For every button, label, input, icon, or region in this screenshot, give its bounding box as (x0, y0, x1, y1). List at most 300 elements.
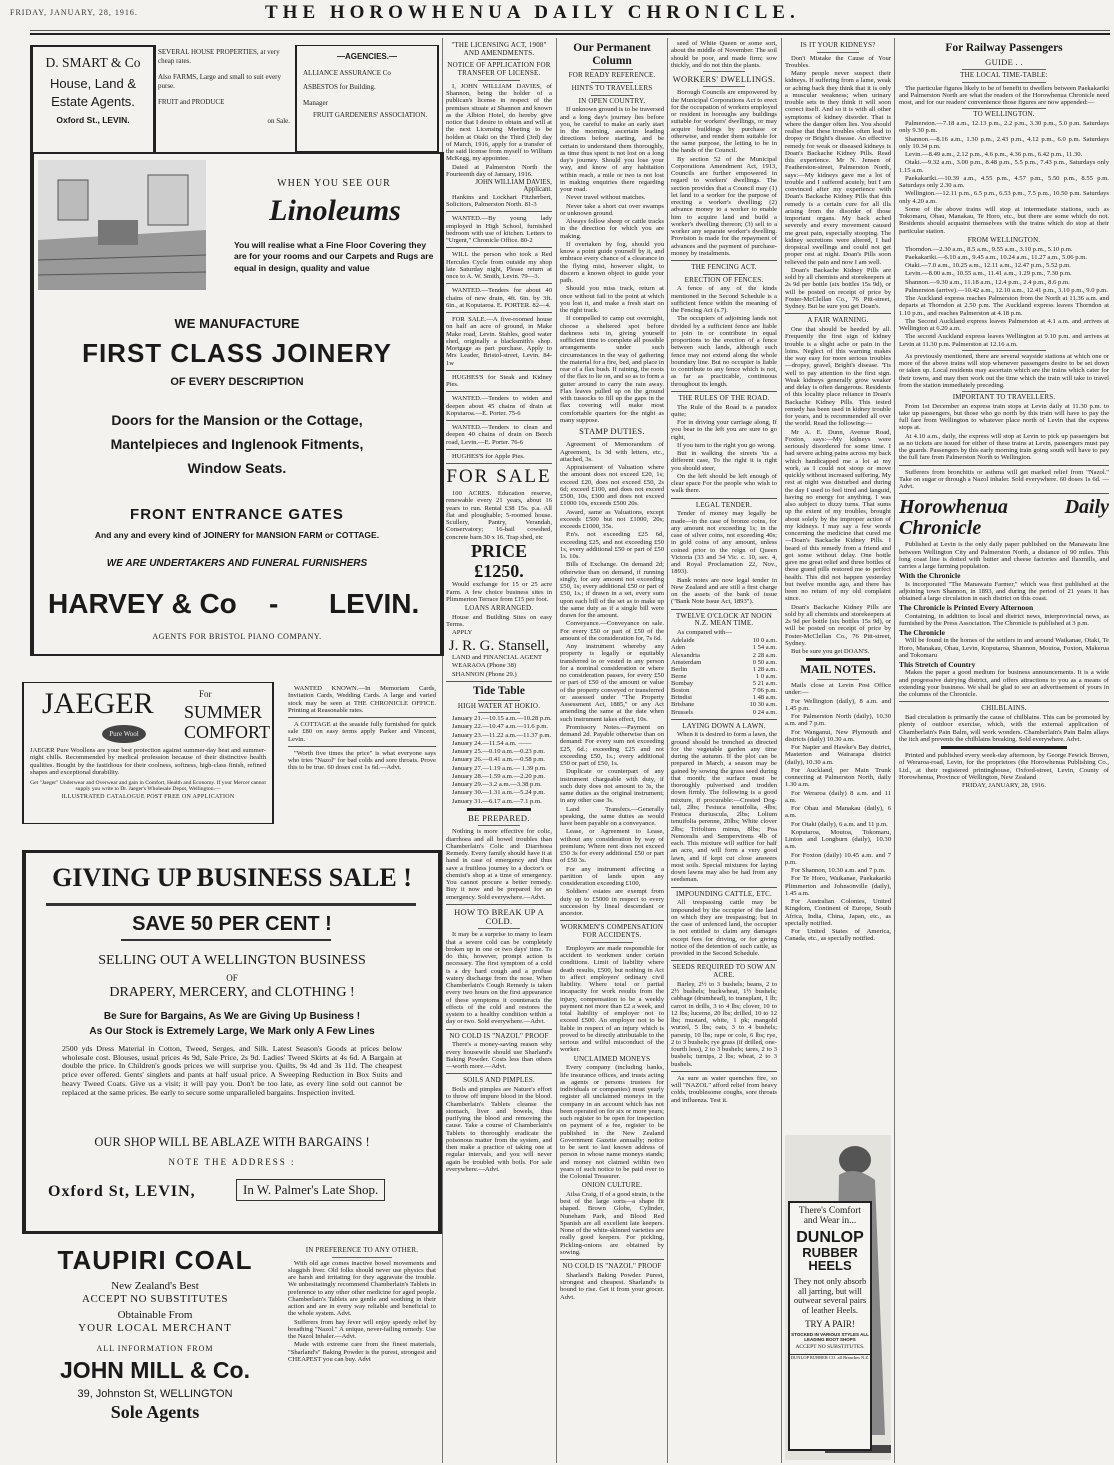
sale-details: 2500 yds Dress Material in Cotton, Tweed, Serges, and Silk. Latest Season's Goods at prices below wholesale cost. Blouses, usual prices 4s 9d, Sale Price, 2s 9d. Ladies' Tweed Skirts at 4s 6d. A Bargain at double the price. In Children's goods prices we will surprise you. Quilts, 9s 4d and 3s 11d. The cheapest price ever offered. Gents' singlets and pants at half usual price. A Sweeping Reduction in Box Suits and heavy Tweed Coats. Give us a visit; it will pay you. Don't be too late, as every line sold out cannot be replaced at the same prices. Be early to secure some unparalleled bargains. Inspection invited. (62, 1044, 402, 1097)
text-line: JOHN WILLIAM DAVIES, Applicant. (475, 179, 552, 194)
linoleum-blurb: You will realise what a Fine Floor Covering they are for your rooms and our Carpets and Rugs are equal in design, quality and value (234, 240, 434, 273)
divider (703, 274, 745, 275)
agency-alliance: ALLIANCE ASSURANCE Co (303, 69, 391, 77)
text-line: J. R. G. Stansell, (448, 637, 550, 654)
text-line: Horowhenua Daily Chronicle (899, 496, 1109, 540)
agency-fruit: FRUIT GARDENERS' ASSOCIATION. (313, 111, 428, 119)
local-time: 5 21 a.m. (752, 680, 777, 688)
paragraph: Koputaroa, Moutoa, Tokomaru, Linton and Longburn (daily), 10.30 a.m. (785, 828, 891, 851)
save-fifty-heading: SAVE 50 PER CENT ! (132, 913, 332, 935)
local-time: 0 24 a.m. (752, 708, 777, 716)
section-heading: THE FENCING ACT. (691, 263, 757, 272)
paragraph: SHANNON (Phone 29.) (452, 670, 517, 678)
divider (478, 825, 520, 826)
coal-accept: ACCEPT NO SUBSTITUTES (82, 1293, 228, 1305)
paragraph: All trespassing cattle may be impounded by the occupier of the land on which they are trespassing; but in the case of unfenced land, the occupier is not entitled to claim any damages except fees for driving, or for giving notice of the detention of such cattle, as provided in the Second Schedule. (671, 899, 777, 958)
john-mill-firm: JOHN MILL & Co. (60, 1357, 250, 1383)
jaeger-comfort: COMFORT (184, 722, 270, 742)
window-seats-line: Window Seats. (187, 460, 287, 476)
text-line: FRIDAY, JANUARY, 28, 1916. (962, 782, 1046, 790)
masthead-divider (30, 30, 1110, 35)
paragraph: If overtaken by fog, should you know a point guide yourself by it, and embrace every chance of a clearance in the flying mist, however slight, to discern a known object to guide your path. (560, 240, 664, 285)
paragraph: APPLY (452, 629, 473, 637)
place-name: Aden (671, 644, 686, 652)
paragraph: 100 ACRES. Education reserve, renewable every 21 years, about 16 years to run. Rental £38 15s. p.a. All flat and ploughable; 5-roomed house. Scullery, Pantry, Verandah, Conservatory; 16-bail cowshed, concrete barn 30 x 16. Trap shed, etc (446, 490, 552, 541)
sale-title: GIVING UP BUSINESS SALE ! (52, 863, 412, 892)
paragraph: At 4.10 a.m., daily, the express will stop at Levin to pick up passengers but as no tickets are issued for either of these trains at Levin, passengers must pay the guards. Passengers by this early morning train going south will have to pay the full fare from Palmerston North to Wellington. (899, 432, 1109, 462)
divider (478, 700, 520, 701)
paragraph: "Worth five times the price" is what everyone says who tries "Nazol" for bad colds and sore throats. Prove this to be true. 60 doses cost 1s 6d.—Advt. (288, 749, 436, 772)
bargains-line: Be Sure for Bargains, As We are Giving Up Business ! (103, 1011, 361, 1022)
paragraph: For United States of America, Canada, etc., as specially notified. (785, 928, 891, 943)
selling-out-line: SELLING OUT A WELLINGTON BUSINESS (98, 953, 366, 968)
smart-name: D. SMART & Co (45, 55, 141, 70)
paragraph: Palmerston (arrive).—10.42 a.m., 12.10 a.m., 12.41 p.m., 3.10 p.m., 9.0 p.m. (905, 286, 1108, 294)
section-heading: WORKMEN'S COMPENSATION FOR ACCIDENTS. (560, 923, 664, 940)
section-heading: FOR READY REFERENCE. (568, 71, 656, 80)
place-name: Berlin (671, 665, 688, 673)
section-heading: BE PREPARED. (468, 812, 530, 823)
section-heading: Our Permanent Column (573, 42, 651, 67)
paragraph: For in driving your carriage along, If you bear to the left you are sure to go right, (671, 419, 777, 441)
paragraph: Is incorporated "The Manawatu Farmer," which was first published at the adjoining town Shannon, in 1893, and during the period of 21 years it has obtained a large circulation in each district on this coast. (899, 580, 1109, 603)
section-heading: LAYING DOWN A LAWN. (682, 721, 766, 730)
undertakers-line: WE ARE UNDERTAKERS AND FUNERAL FURNISHERS (106, 558, 368, 569)
column-divider (667, 38, 668, 1463)
section-heading: ERECTION OF FENCES. (684, 275, 764, 284)
divider (941, 746, 1067, 749)
section-heading: This Stretch of Country (899, 660, 976, 670)
linoleum-lead: WHEN YOU SEE OUR (277, 178, 391, 189)
paragraph: January 21.—10.15 a.m.—10.28 p.m. (452, 715, 552, 723)
paragraph: If unknown ground is to be traversed and a long day's journey lies before you, be careful to make an early start in the morning, ascertain leading directions before starting, and be certain to understand them thoroughly, as time thus spent is not lost on a long day's journey. Should you lose your way, and know of any habitation within reach, a mile or two is not lost in making enquiries there regarding your road. (560, 106, 664, 194)
divider (591, 69, 633, 70)
taupiri-coal-ad (30, 1245, 280, 1460)
section-heading: NO COLD IS "NAZOL" PROOF (562, 1262, 662, 1271)
paragraph: Levin.—8.49 a.m., 2.12 p.m., 4.6 p.m., 4.36 p.m., 6.42 p.m., 11.30. (905, 151, 1083, 159)
produce-text: FRUIT and PRODUCE (158, 98, 225, 107)
divider (591, 942, 633, 943)
paragraph: Hankins and Lockhart Fitzherbert, Solicitors, Palmerston North. 81-3 (446, 193, 552, 209)
divider (671, 960, 777, 961)
section-heading: SOILS AND PIMPLES. (463, 1076, 535, 1085)
jaeger-body: JAEGER Pure Woollens are your best protection against summer-day heat and summer-night chills. Recommended by medical profession because of their distinctive health qualities. Bought by the fastidious for their coolness, softness, high-class finish, refined shapes and exceptional durability. (30, 747, 266, 777)
section-heading: TWELVE O'CLOCK AT NOON N.Z. MEAN TIME. (675, 611, 773, 628)
paragraph: For Australian Colonies, United Kingdom, Continent of Europe, South Africa, India, China, Japan, etc., as specially notified. (785, 898, 891, 927)
column-permanent (560, 40, 664, 1460)
paragraph: Agreement of Memorandum of Agreement, 1s 3d with letters, etc., attached, 3s. (560, 441, 664, 463)
paragraph: Otaki.—7.0 a.m., 10.25 a.m., 12.11 a.m., 12.47 p.m., 5.52 p.m. (905, 262, 1071, 270)
every-description: OF EVERY DESCRIPTION (170, 376, 304, 388)
paragraph: For Ohau and Manakau (daily), 6 a.m. (785, 805, 891, 820)
divider (962, 108, 1046, 109)
paragraph: Sufferers from hay fever will enjoy speedy relief by breathing "Nazol." A unique, never-failing remedy. Use the Nazol Inhaler.—Advt. (288, 1318, 436, 1341)
paragraph: Ailsa Craig, if of a good strain, is the best of the large sorts—a shape fit shaped. Brown Globe, Cylinder, Nuneham Park, and Blood Red Spanish are all excellent late keepers. None of the white-skinned varieties are really good keepers. For pickling, Pickling-onions are obtained by sowing. (560, 1190, 664, 1256)
agencies-title: —AGENCIES.— (336, 52, 397, 61)
local-time: 2 28 a.m. (752, 651, 777, 659)
jaeger-text-block (30, 747, 266, 800)
column-licensing (446, 40, 552, 1460)
paragraph: As sure as water quenches fire, so will "NAZOL" afford relief from heavy colds, troublesome coughs, sore throats and influenza. Test it. (671, 1074, 777, 1104)
dunlop-brand: DUNLOP (796, 1229, 864, 1246)
paragraph: Bank notes are now legal tender in New Zealand and are still a first charge on the assets of the bank of issue ("Bank Note Issue Act, 1893"). (671, 576, 777, 606)
divider (446, 247, 552, 248)
paragraph: WANTED.—By young lady employed in High School, furnished bedroom with use of kitchen. Letters to "Urgent," Chronicle Office. 80-2 (446, 215, 552, 245)
paragraph: Palmerston.—7.18 a.m., 12.13 p.m., 2.2 p.m., 3.30 p.m., 5.0 p.m. Saturdays only 9.30 p.m. (899, 120, 1109, 135)
column-divider (556, 38, 557, 1463)
divider (446, 904, 552, 905)
manufacture-heading: WE MANUFACTURE (174, 316, 300, 331)
section-heading: ONION CULTURE. (581, 1181, 643, 1190)
coal-best: New Zealand's Best (111, 1280, 199, 1292)
paragraph: For Wanganui, New Plymouth and districts (daily) 10.30 a.m. (785, 728, 891, 743)
section-heading: HIGH WATER AT HOKIO. (457, 701, 541, 710)
save-underline (121, 939, 331, 941)
dunlop-wear: and Wear in... (803, 1216, 857, 1226)
paragraph: The Auckland express reaches Palmerston from the North at 11.36 a.m. and departs at Thorndon at 2.50 p.m. The Auckland express leaves Thorndon at 1.10 p.m., and reaches Palmerston at 4.18 p.m. (899, 295, 1109, 317)
dunlop-stocked: STOCKED IN VARIOUS STYLES ALL LEADING BOOT SHOPS (791, 1332, 869, 1343)
paragraph: Published at Levin is the only daily paper published on the Manawatu line between Wellington City and Palmerston North, a distance of 90 miles. This long coast line is dotted with butter and cheese factories and flaxmills, and carries a large farming population. (899, 541, 1109, 571)
divider (591, 95, 633, 96)
paragraph: HUGHES'S for Steak and Kidney Pies. (446, 373, 552, 389)
divider (671, 391, 777, 392)
divider (560, 1259, 664, 1260)
paragraph: Makes the paper a good medium for business announcements. It is a wide and progressive dairying district, and offers attractions to you as a means of extending your business. We shall be glad to see an advertisement of yours in the columns of the Chronicle. (899, 669, 1109, 699)
table-row (671, 680, 777, 687)
paragraph: For Wellington (daily), 8 a.m. and 1.45 p.m. (785, 697, 891, 712)
piano-agents-line: AGENTS FOR BRISTOL PIANO COMPANY. (152, 632, 322, 641)
local-time: 1 54 a.m. (752, 644, 777, 652)
section-heading: With the Chronicle (899, 571, 961, 581)
divider (817, 679, 859, 680)
section-heading: FROM WELLINGTON. (967, 235, 1041, 244)
preference-column (288, 1245, 436, 1460)
divider (962, 69, 1046, 70)
column-railway (899, 40, 1109, 1460)
paragraph: Made with extreme care from the finest materials, "Sharland's" Baking Powder is the purest, strongest and CHEAPEST you can buy. Advt (288, 1341, 436, 1363)
local-time: 7 06 p.m. (752, 687, 777, 695)
paragraph: Promissory Notes.—Payment on demand 2d. Payable otherwise than on demand: For every sum not exceeding £25, 6d.; exceeding £25 and not exceeding £50, 1s.; every additional £50 or part of £50, 1s. (560, 723, 664, 768)
paragraph: January 29.—3.2 a.m.—3.38 p.m. (452, 781, 542, 789)
paragraph: January 23.—11.22 a.m.—11.37 p.m. (452, 731, 552, 739)
section-heading: Tide Table (473, 684, 525, 697)
paragraph: For Auckland, per Main Trunk connecting at Palmerston North, daily 1.30 a.m. (785, 766, 891, 789)
divider (478, 80, 520, 81)
section-heading: MAIL NOTES. (800, 664, 876, 677)
place-name: Brisbane (671, 701, 695, 709)
divider (446, 370, 552, 371)
paragraph: WANTED.—Tenders for about 40 chains of new drain, 4ft. 6in. by 3ft. 6in., at Koputaroa. E. PORTER. 82—4. (446, 287, 552, 309)
paragraph: January 28.—1.59 a.m.—2.20 p.m. (452, 772, 546, 780)
divider (703, 86, 745, 87)
paragraph: A fence of any of the kinds mentioned in the Second Schedule is a sufficient fence within the meaning of the Fencing Act (s.7). (671, 285, 777, 315)
section-heading: IN OPEN COUNTRY. (578, 96, 646, 105)
paragraph: Wellington.—12.11 p.m., 6.5 p.m., 6.53 p.m., 7.5 p.m., 10.50 p.m. Saturdays only 4.20 a.m. (899, 190, 1109, 205)
section-heading: THE LOCAL TIME-TABLE: (960, 70, 1048, 79)
farms-text: Also FARMS, Large and small to suit every purse. (158, 73, 282, 91)
divider (446, 681, 552, 682)
properties-ad (158, 48, 290, 127)
column-divider (894, 38, 895, 1463)
section-heading: A FAIR WARNING. (807, 316, 869, 325)
business-sale-ad (22, 850, 442, 1234)
joinery-any-line: And any and every kind of JOINERY for MANSION FARM or COTTAGE. (94, 530, 380, 540)
paragraph: Doan's Backache Kidney Pills are sold by all chemists and storekeepers at 2s 9d per bottle (six bottles 15s 9d), or will be posted on receipt of price by Foster-McClellan Co., 76 Pitt-street, Sydney. But be sure you get Doan's. (785, 266, 891, 311)
section-heading: IS IT YOUR KIDNEYS? (800, 41, 876, 49)
section-heading: IN PREFERENCE TO ANY OTHER. (305, 1246, 419, 1254)
table-row (671, 644, 777, 651)
sole-agents: Sole Agents (110, 1402, 200, 1422)
smart-line2: Estate Agents. (51, 94, 135, 109)
section-heading: SEEDS REQUIRED TO SOW AN ACRE. (672, 963, 776, 980)
paragraph: Mails close at Levin Post Office under:— (785, 682, 891, 697)
divider (332, 1257, 391, 1258)
section-heading: GUIDE . . (985, 56, 1023, 67)
linoleum-title: Linoleums (269, 194, 401, 227)
section-heading: IMPOUNDING CATTLE, ETC. (676, 889, 772, 898)
place-name: Brindisi (671, 694, 692, 702)
jaeger-ad (22, 682, 274, 824)
paragraph: FOR SALE.—A five-roomed house on half an acre of ground, in Make Make road, Levin. Stables, good water shed, originally a blacksmith's shop. Mortgage as part purchase. Apply to Mrs Leader, Bristol-street, Levin. 84-1w (446, 316, 552, 367)
column-kidneys-mail (785, 40, 891, 1130)
divider (446, 312, 552, 313)
paragraph: Conveyance.—Conveyance on sale. For every £50 or part of £50 of the amount of the consideration for, 7s 6d. (560, 620, 664, 642)
paragraph: For any instrument affecting a partition of lands upon any consideration exceeding £100, (560, 865, 664, 888)
stock-line: As Our Stock is Extremely Large, We Mark only A Few Lines (89, 1026, 375, 1037)
properties-text: SEVERAL HOUSE PROPERTIES, at very cheap rates. (158, 48, 280, 66)
section-heading: HINTS TO TRAVELLERS (571, 83, 653, 92)
paragraph: Otaki.—9.32 a.m., 3.00 p.m., 8.48 p.m., 5.5 p.m., 7.43 p.m., Saturdays only 1.15 a.m. (899, 159, 1109, 174)
smart-address: Oxford St., LEVIN. (56, 115, 130, 125)
paragraph: Dated at Palmerston North the Fourteenth day of January, 1916. (446, 163, 552, 178)
paragraph: January 22.—10.47 a.m.—11.6 p.m. (452, 723, 549, 731)
paragraph: If compelled to camp out overnight, choose a sheltered spot before darkness sets in, giving yourself sufficient time to complete all possible arrangements under such circumstances in the way of gathering the material for a fire, bed, and place in rear of a flax bush. If raining, the roots of the flax to lie on, and so as to form a gutter around to carry the rain away. Flax leaves pulled up on the ground with tussocks to fill up the gaps in the flax covering will make most comfortable quarters for the night as many suppose. (560, 315, 664, 424)
section-heading: LOANS ARRANGED. (464, 604, 534, 613)
paragraph: WEARAOA (Phone 38) (452, 662, 517, 670)
divider (288, 717, 436, 718)
paragraph: Levin.—8.00 a.m., 10.55 a.m., 11.41 a.m., 1.29 p.m., 7.30 p.m. (905, 270, 1072, 278)
paragraph: For Weraroa (daily) 8 a.m. and 11 a.m. (785, 789, 891, 804)
divider (671, 719, 777, 720)
column-workers-dwellings (671, 40, 777, 1460)
table-row (671, 709, 777, 716)
paragraph: On the left should be left enough of clear space For the people who wish to walk there. (671, 472, 777, 495)
divider (478, 59, 520, 60)
paragraph: January 31.—6.17 a.m.—7.1 p.m. (452, 797, 542, 805)
paragraph: Paekakariki.—10.39 a.m., 4.55 p.m., 4.57 p.m., 5.50 p.m., 8.55 p.m. Saturdays only 2.30 a.m. (899, 174, 1109, 190)
divider (703, 71, 745, 72)
section-heading: THE RULES OF THE ROAD. (678, 393, 770, 402)
paragraph: One that should be heeded by all. Frequently the first sign of kidney trouble is a slight ache or pain in the loins. Neglect of this warning makes the way easy for more serious troubles—dropsy, gravel, Bright's disease. 'Tis well to pay attention to the first sign. Weak kidneys generally grow weaker and delay is often dangerous. Residents of this locality place reliance in Doan's Backache Kidney Pills. This tested remedy has been used in kidney trouble for years, and is recommended all over the world. Read the following:— (785, 326, 891, 428)
paragraph: Many people never suspect their kidneys. If suffering from a lame, weak or aching back they think that it is only a muscular weakness; when urinary trouble sets in they think it will soon correct itself. And so it is with all other symptoms of kidney disorder. That is where the danger often lies. You should realise that these troubles often lead to dropsy or Bright's disease. An effective remedy for weak or diseased kidneys is Doan's Backache Kidney Pills. Read this experience. Mr N. Jensen of Featherston-street, Palmerston North, says:—My kidneys gave me a lot of trouble and I suffered acutely, but I am convinced after my experience with Doan's Backache Kidney Pills that this remedy is a certain cure for all ills arising from the disorder of those important organs. My back ached severely and every movement caused me great pain, especially stooping. The kidney secretions were altered, I had dropsical swellings and could not get proper rest at night. Doan's Pills soon relieved the pain and now I am well. (785, 70, 891, 266)
section-heading: HOW TO BREAK UP A COLD. (454, 906, 544, 927)
firm-dash: - (269, 588, 279, 619)
divider (962, 350, 1046, 351)
dunlop-try: TRY A PAIR! (805, 1319, 855, 1330)
note-address-line: NOTE THE ADDRESS : (168, 1157, 296, 1167)
divider (785, 313, 891, 314)
coal-title: TAUPIRI COAL (57, 1245, 253, 1275)
place-name: Boston (671, 687, 690, 695)
divider (446, 283, 552, 284)
room-interior-illustration (38, 160, 206, 290)
text-line: FOR SALE (446, 466, 552, 488)
divider (591, 438, 633, 439)
dunlop-body: They not only absorb all jarring, but will outwear several pairs of leather Heels. (793, 1276, 867, 1315)
paragraph: I, JOHN WILLIAM DAVIES, of Shannon, being the holder of a publican's license in respect of the premises situate at Shannon and known as the Albion Hotel, do hereby give notice that I desire to obtain and will at the next Licensing Meeting to be holden at Otaki on the Third (3rd) day of March, 1916, apply for a transfer of the said license from myself to William McKegg, my appointee. (446, 82, 552, 163)
paragraph: The second Auckland express leaves Wellington at 9.10 p.m. and arrives at Levin at 11.30 p.m. Palmerston at 12.16 a.m. (899, 333, 1109, 348)
jaeger-summer: SUMMER (184, 702, 263, 722)
paragraph: Never take a short cut over swamps or unknown ground. (560, 202, 664, 217)
divider (288, 746, 436, 747)
paragraph: For Palmerston North (daily), 10.30 a.m. and 7 p.m. (785, 713, 891, 728)
drapery-line: DRAPERY, MERCERY, and CLOTHING ! (109, 985, 355, 1000)
paragraph: WILL the person who took a Red Hercules Cycle from outside my shop late Saturday night, Please return at once to A. W. Smith, Levin. 79—3. (446, 251, 552, 281)
paragraph: With old age comes inactive bowel movements and sluggish liver. Old folks should never use physics that are harsh and irritating for they aggravate the trouble. We unhesitatingly recommend Chamberlain's Tablets in preference to any other other medicine for aged people. Chamberlain's Tablets are gentle and soothing in their action and are in every way reliable and beneficial to the whole system. Advt. (288, 1259, 436, 1318)
dunlop-maker: DUNLOP RUBBER CO. all Branches N.Z. (790, 1355, 870, 1361)
paragraph: Boils and pimples are Nature's effort to throw off impure blood in the blood. Chamberlain's Tablets cleanse the stomach, liver and bowels, thus purifying the blood and removing the cause. Take a course of Chamberlain's Tablets to thoroughly eradicate the poisonous matter from the system, and then make a practice of taking one at regular intervals, and you will never again be troubled with boils. For sale everywhere.—Advt. (446, 1086, 552, 1173)
smart-line1: House, Land & (49, 76, 136, 91)
paragraph: HUGHES'S for Apple Pies. (452, 452, 525, 460)
dunlop-accept: ACCEPT NO SUBSTITUTES. (795, 1344, 865, 1351)
newspaper-title: THE HOROWHENUA DAILY CHRONICLE. (265, 2, 800, 23)
paragraph: Soldiers' estates are exempt from duty up to £5000 in respect to every succession by lineal descendant or ancestor. (560, 888, 664, 918)
paragraph: The Rule of the Road is a paradox quite; (671, 403, 777, 418)
divider (671, 1071, 777, 1072)
paragraph: January 25.—0.10 a.m.—0.23 p.m. (452, 748, 546, 756)
divider (478, 928, 520, 929)
divider (671, 887, 777, 888)
section-heading: LEGAL TENDER. (695, 500, 753, 509)
section-heading: UNCLAIMED MONEYS (573, 1054, 651, 1063)
coal-obtainable: Obtainable From (117, 1309, 193, 1321)
jaeger-catalogue: ILLUSTRATED CATALOGUE POST FREE ON APPLICATION (61, 794, 235, 800)
paragraph: Always follow sheep or cattle tracks in the direction for which you are making. (560, 218, 664, 240)
coal-address: 39, Johnston St, WELLINGTON (77, 1388, 233, 1400)
mantelpieces-line: Mantelpieces and Inglenook Fitments, (110, 436, 364, 452)
place-name: Alexandria (671, 651, 700, 659)
agency-manager: Manager (303, 99, 328, 107)
table-row (671, 673, 777, 680)
paragraph: Shannon.—8.16 a.m., 1.30 p.m., 2.43 p.m., 4.12 p.m., 6.0 p.m. Saturdays only 10.34 p.m. (899, 135, 1109, 150)
paragraph: WANTED.—Tenders to widen and deepen about 45 chains of drain at Koputaroa.—E. Porter. 75-6 (446, 395, 552, 417)
paragraph: seed of White Queen or some sort, about the middle of November. The soil should be poor, and made firm; sow thickly, and do not thin the plants. (671, 40, 777, 69)
divider (962, 82, 1046, 83)
sale-address: Oxford St, LEVIN, (48, 1183, 196, 1200)
paragraph: But in walking the streets 'tis a different case, To the right it is right you should steer, (671, 450, 777, 472)
paragraph: Any instrument whereby any property is legally or equitably transferred to or vested in any person for a nominal consideration or where no consideration passes, for every £50 or part of £50 of the amount or value of the property conveyed or transferred or assessed under "The Property Assessment Act, 1885," or any Act amending the same at the date when such instrument takes effect, 10s. (560, 643, 664, 723)
divider (446, 449, 552, 450)
section-heading: NO COLD IS "NAZOL" PROOF (449, 1031, 549, 1040)
jaeger-small-print: Get "Jaeger" Underwear and Overwear and gain in Comfort, Health and Economy. If your Mercer cannot supply you write to Dr. Jaeger's Wholesale Depot, Wellington.— (30, 779, 266, 792)
section-heading: CHILBLAINS. (981, 704, 1027, 713)
ablaze-line: OUR SHOP WILL BE ABLAZE WITH BARGAINS ! (94, 1135, 370, 1149)
divider (671, 498, 777, 499)
table-row (671, 652, 777, 659)
divider (446, 1073, 552, 1074)
divider (446, 420, 552, 421)
paragraph: Thorndon.—2.30 a.m., 8.5 a.m., 9.55 a.m., 3.10 p.m., 5.10 p.m. (905, 245, 1073, 253)
place-name: Brussels (671, 708, 694, 716)
paragraph: Tender of money may legally be made—in the case of bronze coins, for any amount not exceeding 1s; in the case of silver coins, not exceeding 40s; in gold coins of any amount, unless coined prior to the reign of Queen Victoria (33 and 34 Vic. c. 10, sec. 4, and Royal Proclamation 22, Nov., 1893). (671, 510, 777, 576)
paragraph: January 30.—1.31 a.m.—5.24 p.m. (452, 789, 546, 797)
agency-asbestos: ASBESTOS for Building. (303, 83, 376, 91)
paragraph: For Shannon, 10.30 a.m. and 7 p.m. (791, 867, 886, 875)
section-heading: The Chronicle is Printed Every Afternoon (899, 603, 1034, 613)
jaeger-for: For (199, 689, 212, 699)
place-name: Amsterdam (671, 658, 702, 666)
sale-shop-location: In W. Palmer's Late Shop. (236, 1179, 385, 1201)
paragraph: When it is desired to form a lawn, the ground should be trenched as directed for the vegetable garden any time during the autumn. If the plot can be prepared in March, a season may be gained by sowing the grass seed during that month; the surface must be thoroughly pulverised and trodden down firmly. The following is a good mixture, if procurable:—Crested Dog-tail, 2lbs; Festuca tenuifolia, 4lbs; Festuca duriuscula, 2lbs; Lolium tenuifolia perenne, 20lbs; White clover 2lbs; Trifolium minus, 8lbs; Poa Nemoralis and Sempervirens 4lb of each. This mixture will suffice for half an acre, and will form a very good lawn, and if kept cut close answers most soils. Special mixtures for laying down lawns may also be had from any seedsman. (671, 731, 777, 884)
paragraph: Sufferers from bronchitis or asthma will get marked relief from "Nazol." Take on sugar or through a Nazol inhaler. Sold everywhere. 60 doses 1s 6d. —Advt. (899, 468, 1109, 491)
place-name: Bombay (671, 680, 694, 688)
paragraph: Mr A. E. Dunn, Avenue Road, Foxton, says:—My kidneys were seriously disordered for some time. I had severe aching pains across my back which handicapped me a lot at my work, as I could not stoop or move quickly without increased suffering. My rest at night was disturbed and during the day I used to feel tired and languid, having no energy for anything. I was also subject to dizzy turns. That sums up the extent of my troubles, brought about solely by the improper action of my kidneys. I may say a few words concerning the medicine that cured me—Doan's Backache Kidney Pills. I heard of this remedy from a friend and got some without delay. One bottle gave me great relief and three bottles of these grand pills restored me to perfect health. This did not happen yesterday but twelve months ago, and there has been no return of my old complaint since. (785, 428, 891, 603)
paragraph: For Otaki (daily), 6 a.m. and 11 p.m. (791, 820, 888, 828)
paragraph: For Foxton (daily) 10.45 a.m. and 7 p.m. (785, 851, 891, 866)
divider (817, 52, 859, 53)
paragraph: WANTED KNOWN.—In Memoriam Cards, Invitation Cards, Wedding Cards. A large and varied stock may be seen at THE CHRONICLE OFFICE. Printing at Reasonable rates. (288, 685, 436, 714)
paragraph: Every company (including banks, life insurance offices, and trusts acting as agents or persons trustees for individuals or companies) must yearly register all unclaimed moneys in the company in an account which has not been operated on for six or more years; such register to be open for inspection on payment of a fee, register to be published in the New Zealand Government Gazette annually; notice to be sent to last known address of person in whose name moneys stands; and money not claimed within two years of such notice to be paid over to the Colonial Treasurer. (560, 1064, 664, 1180)
divider (446, 463, 552, 464)
divider (467, 808, 531, 811)
of-line: OF (226, 973, 238, 983)
paragraph: Paekakariki.—6.10 a.m., 9.45 a.m., 10.24 a.m., 11.27 a.m., 5.06 p.m. (905, 253, 1087, 261)
paragraph: Never travel without matches. (566, 194, 646, 202)
gates-heading: FRONT ENTRANCE GATES (130, 506, 344, 523)
harvey-firm-name: HARVEY & Co (48, 588, 237, 619)
divider (671, 260, 777, 261)
table-row (671, 659, 777, 666)
agencies-ad (295, 45, 439, 152)
paragraph: Employers are made responsible for accident to workmen under certain conditions. Limit of liability where death results, £500, but nothing in Act to affect employers' ordinary civil liability. Where total or partial incapacity for work results from the injury, compensation to be a weekly payment not more than £2 a week, and total liability of employer not to exceed £500. An employer not to be liable in respect of an injury which is proved to be directly attributable to the serious and wilful misconduct of the worker. (560, 944, 664, 1054)
divider (806, 658, 870, 661)
paragraph: For Napier and Hawke's Bay district, Masterton and Wairarapa district (daily), 10.30 a.m. (785, 744, 891, 766)
paragraph: Will be found in the homes of the settlers in and around Waikanae, Otaki, Te Horo, Manakau, Ohau, Levin, Koputaroa, Shannon, Moutoa, Foxton, Makerua and Tokomaru (899, 637, 1109, 659)
paragraph: Appraisement of Valuation where the amount does not exceed £20, 1s; exceed £20, does not exceed £50, 2s 6d; exceed £100, and does not exceed £500, 10s, £300 and does not exceed £1000 10s, exceeds £500 20s. (560, 464, 664, 508)
dunlop-comfort: There's Comfort (798, 1206, 862, 1216)
paragraph: House and Building Sites on easy Terms. (446, 613, 552, 629)
divider (591, 82, 633, 83)
paragraph: A COTTAGE at the seaside fully furnished for quick sale £80 on easy terms apply Parker and Vincent, Levin. (288, 721, 436, 743)
table-row (671, 666, 777, 673)
paragraph: But be sure you get DOAN'S. (791, 648, 870, 656)
section-heading: The Chronicle (899, 628, 945, 638)
place-name: Berne (671, 672, 687, 680)
joinery-heading: FIRST CLASS JOINERY (82, 338, 392, 368)
paragraph: Some of the above trains will stop at intermediate stations, such as Tokomaru, Ohau, Manakau, Te Horo, etc., but there are some which do not. Residents should acquaint themselves with the trains which do stop at their particular station. (899, 205, 1109, 235)
paragraph: January 26.—0.41 a.m.—0.58 p.m. (452, 756, 546, 764)
table-row (671, 701, 777, 708)
divider (899, 465, 1109, 466)
dunlop-signboard (788, 1201, 872, 1451)
paragraph: As previously mentioned, there are several wayside stations at which one or more of the above trains will stop whenever passengers desire to be set down or taken up. Local residents may ascertain which are the trains which cater for their towns, and may then work out the time which the train will take to travel from the station immediately preceding. (899, 352, 1109, 389)
local-time: 1 48 a.m. (752, 694, 777, 702)
paragraph: For Te Horo, Waikanae, Paekakariki Plimmerton and Johnsonville (daily), 1.45 a.m. (785, 875, 891, 897)
text-line: PRICE £1250. (470, 540, 527, 581)
paragraph: If you turn to the right you go wrong. (677, 441, 776, 449)
small-ads-column (288, 685, 436, 835)
dunlop-ad (785, 1135, 891, 1460)
dunlop-heels: HEELS (808, 1258, 852, 1273)
paragraph: Award, same as Valuations, except exceeds £500 but not £1000, 20s; exceeds £1000, 35s. (560, 508, 664, 531)
section-heading: STAMP DUTIES. (579, 426, 645, 437)
local-time: 10 0 a.m. (752, 637, 777, 645)
paragraph: January 24.—11.54 a.m. —— (452, 739, 532, 747)
section-heading: "THE LICENSING ACT, 1908" AND AMENDMENTS. (451, 41, 547, 57)
paragraph: January 27.—1.19 a.m.— 1.39 p.m. (452, 764, 547, 772)
paragraph: As compared with— (677, 628, 732, 636)
column-divider (781, 38, 782, 1463)
